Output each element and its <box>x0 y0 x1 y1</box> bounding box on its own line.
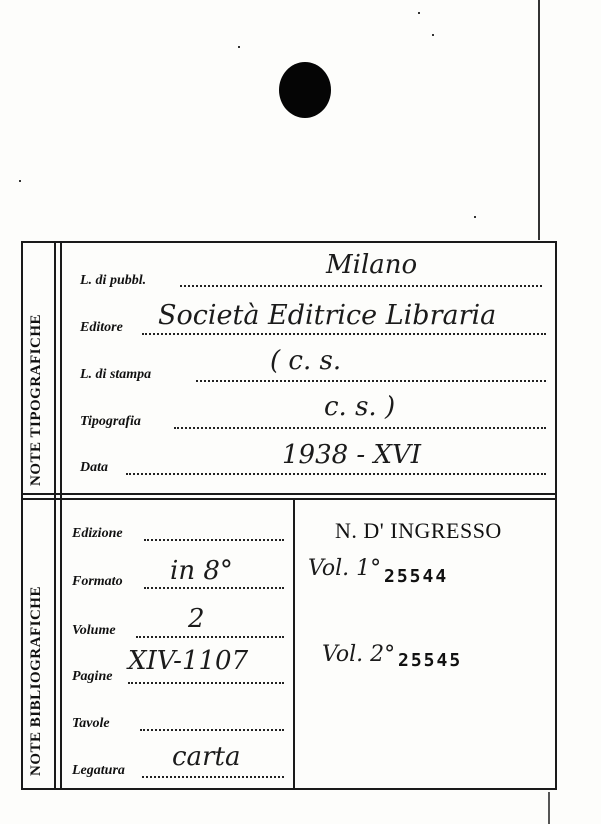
ingresso-vol1-number: 25544 <box>384 566 449 587</box>
dotted-line <box>126 473 546 475</box>
section-divider <box>21 498 557 500</box>
label-legatura: Legatura <box>72 763 125 778</box>
section-divider <box>21 493 557 495</box>
value-formato: in 8° <box>170 556 233 586</box>
dotted-line <box>174 427 546 429</box>
paper-edge <box>538 0 540 240</box>
label-luogo-pubblicazione: L. di pubbl. <box>80 273 147 288</box>
dotted-line <box>140 729 284 731</box>
label-pagine: Pagine <box>72 669 113 684</box>
ingresso-vol2-label: Vol. 2° <box>322 642 396 667</box>
label-tavole: Tavole <box>72 716 110 731</box>
ingresso-vol1-label: Vol. 1° <box>308 556 382 581</box>
value-legatura: carta <box>172 742 241 772</box>
dotted-line <box>196 380 546 382</box>
side-column-rule <box>54 241 56 790</box>
dotted-line <box>142 333 546 335</box>
value-tipografia: c. s. ) <box>324 392 396 422</box>
label-data: Data <box>80 460 108 475</box>
side-column-rule <box>60 241 62 790</box>
dotted-line <box>144 539 284 541</box>
label-luogo-stampa: L. di stampa <box>80 367 152 382</box>
speck <box>238 46 240 48</box>
label-formato: Formato <box>72 574 123 589</box>
speck <box>19 180 21 182</box>
dotted-line <box>136 636 284 638</box>
speck <box>474 216 476 218</box>
ingresso-vol2-number: 25545 <box>398 650 463 671</box>
section-title-bibliografiche: NOTE BIBLIOGRAFICHE <box>28 586 44 776</box>
label-editore: Editore <box>80 320 123 335</box>
ingresso-divider <box>293 498 295 790</box>
value-pagine: XIV-1107 <box>128 646 249 676</box>
speck <box>432 34 434 36</box>
label-tipografia: Tipografia <box>80 414 141 429</box>
paper-edge-lower <box>548 792 550 824</box>
dotted-line <box>142 776 284 778</box>
label-edizione: Edizione <box>72 526 123 541</box>
value-luogo-stampa: ( c. s. <box>270 346 342 376</box>
value-volume: 2 <box>188 604 205 634</box>
ingresso-title: N. D' INGRESSO <box>335 518 502 543</box>
section-title-tipografiche: NOTE TIPOGRAFICHE <box>28 314 44 486</box>
value-luogo-pubblicazione: Milano <box>326 250 418 280</box>
dotted-line <box>144 587 284 589</box>
value-editore: Società Editrice Libraria <box>158 300 497 331</box>
punch-hole <box>279 62 331 118</box>
dotted-line <box>180 285 542 287</box>
speck <box>418 12 420 14</box>
label-volume: Volume <box>72 623 116 638</box>
value-data: 1938 - XVI <box>282 440 422 470</box>
dotted-line <box>128 682 284 684</box>
